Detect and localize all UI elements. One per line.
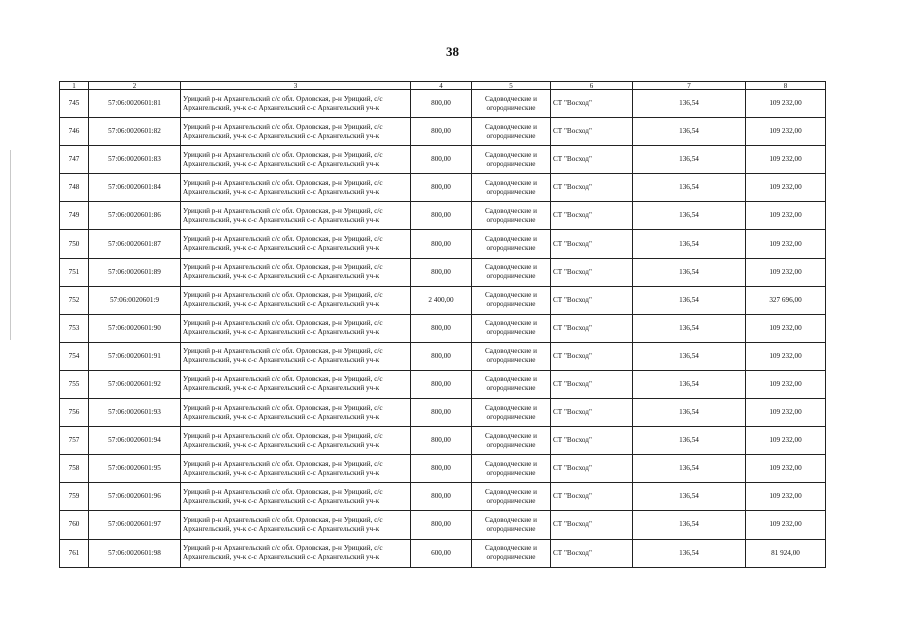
row-number: 751: [60, 258, 89, 286]
area-value: 600,00: [411, 539, 472, 567]
land-use-line: огороднические: [486, 440, 536, 449]
land-use-line: огороднические: [486, 244, 536, 253]
address-line: Архангельский, уч-к с-с Архангельский с-с Архангельский уч-к: [183, 103, 380, 112]
cadastral-cost-value: 109 232,00: [746, 455, 826, 483]
column-header: 8: [746, 82, 826, 90]
specific-cost-value: 136,54: [633, 174, 746, 202]
table-row: [60, 258, 826, 286]
cadastral-number: 57:06:0020601:9: [89, 286, 181, 314]
table-row: [60, 483, 826, 511]
row-number: 755: [60, 370, 89, 398]
organization-name: СТ "Восход": [551, 483, 633, 511]
table-row: [60, 286, 826, 314]
cadastral-number: 57:06:0020601:98: [89, 539, 181, 567]
area-value: 800,00: [411, 483, 472, 511]
cadastral-cost-value: 109 232,00: [746, 483, 826, 511]
land-use-line: Садоводческие и: [485, 347, 537, 356]
cadastral-cost-value: 109 232,00: [746, 118, 826, 146]
cadastral-number: 57:06:0020601:95: [89, 455, 181, 483]
address-cell: [181, 427, 411, 455]
table-row: [60, 174, 826, 202]
column-header: 5: [472, 82, 551, 90]
table-row: [60, 202, 826, 230]
specific-cost-value: 136,54: [633, 286, 746, 314]
table-row: [60, 146, 826, 174]
address-line: Архангельский, уч-к с-с Архангельский с-с Архангельский уч-к: [183, 300, 380, 309]
table-row: [60, 399, 826, 427]
specific-cost-value: 136,54: [633, 90, 746, 118]
area-value: 800,00: [411, 342, 472, 370]
land-use-line: Садоводческие и: [485, 544, 537, 553]
specific-cost-value: 136,54: [633, 146, 746, 174]
land-use-line: огороднические: [486, 412, 536, 421]
area-value: 800,00: [411, 90, 472, 118]
table-row: [60, 511, 826, 539]
area-value: 800,00: [411, 230, 472, 258]
cadastral-cost-value: 109 232,00: [746, 174, 826, 202]
land-use-cell: [472, 455, 551, 483]
land-use-cell: [472, 539, 551, 567]
land-use-line: огороднические: [486, 159, 536, 168]
address-line: Архангельский, уч-к с-с Архангельский с-с Архангельский уч-к: [183, 131, 380, 140]
land-use-line: Садоводческие и: [485, 122, 537, 131]
cadastral-number: 57:06:0020601:93: [89, 399, 181, 427]
address-line: Урицкий р-н Архангельский с/с обл. Орловская, р-н Урицкий, с/с: [183, 263, 383, 272]
address-line: Архангельский, уч-к с-с Архангельский с-с Архангельский уч-к: [183, 244, 380, 253]
cadastral-number: 57:06:0020601:87: [89, 230, 181, 258]
row-number: 752: [60, 286, 89, 314]
address-cell: [181, 174, 411, 202]
land-use-line: огороднические: [486, 468, 536, 477]
row-number: 750: [60, 230, 89, 258]
area-value: 800,00: [411, 118, 472, 146]
cadastral-cost-value: 109 232,00: [746, 202, 826, 230]
address-line: Урицкий р-н Архангельский с/с обл. Орловская, р-н Урицкий, с/с: [183, 94, 383, 103]
address-line: Урицкий р-н Архангельский с/с обл. Орловская, р-н Урицкий, с/с: [183, 515, 383, 524]
address-line: Урицкий р-н Архангельский с/с обл. Орловская, р-н Урицкий, с/с: [183, 206, 383, 215]
land-use-line: огороднические: [486, 524, 536, 533]
land-use-line: огороднические: [486, 300, 536, 309]
address-line: Архангельский, уч-к с-с Архангельский с-с Архангельский уч-к: [183, 159, 380, 168]
land-use-cell: [472, 202, 551, 230]
cadastral-number: 57:06:0020601:92: [89, 370, 181, 398]
cadastral-number: 57:06:0020601:94: [89, 427, 181, 455]
organization-name: СТ "Восход": [551, 314, 633, 342]
cadastral-cost-value: 109 232,00: [746, 230, 826, 258]
land-use-line: Садоводческие и: [485, 94, 537, 103]
cadastral-cost-value: 109 232,00: [746, 427, 826, 455]
row-number: 748: [60, 174, 89, 202]
cadastral-number: 57:06:0020601:91: [89, 342, 181, 370]
cadastral-cost-value: 109 232,00: [746, 90, 826, 118]
area-value: 800,00: [411, 258, 472, 286]
table-row: [60, 314, 826, 342]
cadastral-number: 57:06:0020601:86: [89, 202, 181, 230]
row-number: 757: [60, 427, 89, 455]
area-value: 2 400,00: [411, 286, 472, 314]
cadastral-number: 57:06:0020601:89: [89, 258, 181, 286]
scan-edge-mark: [10, 150, 11, 340]
area-value: 800,00: [411, 455, 472, 483]
cadastral-cost-value: 109 232,00: [746, 258, 826, 286]
address-line: Урицкий р-н Архангельский с/с обл. Орловская, р-н Урицкий, с/с: [183, 375, 383, 384]
land-use-cell: [472, 174, 551, 202]
page-number: 38: [446, 44, 459, 59]
row-number: 749: [60, 202, 89, 230]
row-number: 746: [60, 118, 89, 146]
area-value: 800,00: [411, 146, 472, 174]
address-cell: [181, 399, 411, 427]
land-use-line: огороднические: [486, 131, 536, 140]
specific-cost-value: 136,54: [633, 258, 746, 286]
table-row: [60, 118, 826, 146]
row-number: 745: [60, 90, 89, 118]
land-use-cell: [472, 427, 551, 455]
organization-name: СТ "Восход": [551, 118, 633, 146]
land-use-cell: [472, 342, 551, 370]
cadastral-cost-value: 109 232,00: [746, 370, 826, 398]
organization-name: СТ "Восход": [551, 511, 633, 539]
row-number: 753: [60, 314, 89, 342]
organization-name: СТ "Восход": [551, 230, 633, 258]
land-use-line: Садоводческие и: [485, 375, 537, 384]
column-header: 3: [181, 82, 411, 90]
specific-cost-value: 136,54: [633, 455, 746, 483]
address-cell: [181, 146, 411, 174]
specific-cost-value: 136,54: [633, 539, 746, 567]
land-use-line: Садоводческие и: [485, 206, 537, 215]
column-header: 7: [633, 82, 746, 90]
organization-name: СТ "Восход": [551, 286, 633, 314]
address-line: Урицкий р-н Архангельский с/с обл. Орловская, р-н Урицкий, с/с: [183, 403, 383, 412]
cadastral-cost-value: 327 696,00: [746, 286, 826, 314]
cadastral-number: 57:06:0020601:97: [89, 511, 181, 539]
land-plot-register-table: [59, 81, 826, 568]
address-cell: [181, 258, 411, 286]
address-line: Урицкий р-н Архангельский с/с обл. Орловская, р-н Урицкий, с/с: [183, 347, 383, 356]
land-use-line: огороднические: [486, 328, 536, 337]
cadastral-cost-value: 109 232,00: [746, 146, 826, 174]
land-use-line: огороднические: [486, 215, 536, 224]
organization-name: СТ "Восход": [551, 146, 633, 174]
address-line: Архангельский, уч-к с-с Архангельский с-с Архангельский уч-к: [183, 384, 380, 393]
address-cell: [181, 455, 411, 483]
cadastral-cost-value: 109 232,00: [746, 511, 826, 539]
row-number: 754: [60, 342, 89, 370]
address-line: Урицкий р-н Архангельский с/с обл. Орловская, р-н Урицкий, с/с: [183, 122, 383, 131]
land-use-line: огороднические: [486, 103, 536, 112]
cadastral-number: 57:06:0020601:90: [89, 314, 181, 342]
organization-name: СТ "Восход": [551, 90, 633, 118]
cadastral-number: 57:06:0020601:82: [89, 118, 181, 146]
column-header: 4: [411, 82, 472, 90]
specific-cost-value: 136,54: [633, 342, 746, 370]
address-cell: [181, 230, 411, 258]
specific-cost-value: 136,54: [633, 202, 746, 230]
land-use-cell: [472, 90, 551, 118]
cadastral-cost-value: 109 232,00: [746, 399, 826, 427]
address-cell: [181, 342, 411, 370]
organization-name: СТ "Восход": [551, 455, 633, 483]
organization-name: СТ "Восход": [551, 539, 633, 567]
land-use-cell: [472, 511, 551, 539]
address-line: Архангельский, уч-к с-с Архангельский с-с Архангельский уч-к: [183, 524, 380, 533]
address-cell: [181, 286, 411, 314]
table-row: [60, 427, 826, 455]
cadastral-number: 57:06:0020601:96: [89, 483, 181, 511]
address-line: Архангельский, уч-к с-с Архангельский с-с Архангельский уч-к: [183, 496, 380, 505]
area-value: 800,00: [411, 314, 472, 342]
address-line: Архангельский, уч-к с-с Архангельский с-с Архангельский уч-к: [183, 356, 380, 365]
address-line: Урицкий р-н Архангельский с/с обл. Орловская, р-н Урицкий, с/с: [183, 150, 383, 159]
address-line: Архангельский, уч-к с-с Архангельский с-с Архангельский уч-к: [183, 187, 380, 196]
address-line: Архангельский, уч-к с-с Архангельский с-с Архангельский уч-к: [183, 272, 380, 281]
area-value: 800,00: [411, 427, 472, 455]
specific-cost-value: 136,54: [633, 314, 746, 342]
address-line: Архангельский, уч-к с-с Архангельский с-с Архангельский уч-к: [183, 440, 380, 449]
land-use-line: Садоводческие и: [485, 291, 537, 300]
column-number-row: [60, 82, 826, 90]
land-use-line: огороднические: [486, 187, 536, 196]
land-use-cell: [472, 118, 551, 146]
land-use-line: огороднические: [486, 553, 536, 562]
area-value: 800,00: [411, 202, 472, 230]
table-row: [60, 539, 826, 567]
address-cell: [181, 511, 411, 539]
land-use-line: Садоводческие и: [485, 459, 537, 468]
address-line: Урицкий р-н Архангельский с/с обл. Орловская, р-н Урицкий, с/с: [183, 178, 383, 187]
address-line: Урицкий р-н Архангельский с/с обл. Орловская, р-н Урицкий, с/с: [183, 544, 383, 553]
register-body: [60, 90, 826, 568]
land-use-line: огороднические: [486, 496, 536, 505]
row-number: 760: [60, 511, 89, 539]
address-cell: [181, 483, 411, 511]
address-cell: [181, 90, 411, 118]
row-number: 756: [60, 399, 89, 427]
organization-name: СТ "Восход": [551, 258, 633, 286]
land-use-cell: [472, 370, 551, 398]
address-line: Урицкий р-н Архангельский с/с обл. Орловская, р-н Урицкий, с/с: [183, 487, 383, 496]
land-use-cell: [472, 146, 551, 174]
address-line: Архангельский, уч-к с-с Архангельский с-с Архангельский уч-к: [183, 215, 380, 224]
specific-cost-value: 136,54: [633, 427, 746, 455]
table-row: [60, 90, 826, 118]
table-row: [60, 455, 826, 483]
column-header: 2: [89, 82, 181, 90]
row-number: 761: [60, 539, 89, 567]
land-use-line: Садоводческие и: [485, 178, 537, 187]
land-use-cell: [472, 286, 551, 314]
organization-name: СТ "Восход": [551, 202, 633, 230]
area-value: 800,00: [411, 399, 472, 427]
address-cell: [181, 202, 411, 230]
area-value: 800,00: [411, 370, 472, 398]
specific-cost-value: 136,54: [633, 483, 746, 511]
specific-cost-value: 136,54: [633, 399, 746, 427]
column-header: 1: [60, 82, 89, 90]
specific-cost-value: 136,54: [633, 118, 746, 146]
organization-name: СТ "Восход": [551, 174, 633, 202]
address-cell: [181, 539, 411, 567]
area-value: 800,00: [411, 511, 472, 539]
specific-cost-value: 136,54: [633, 370, 746, 398]
land-use-cell: [472, 258, 551, 286]
address-cell: [181, 370, 411, 398]
table-row: [60, 342, 826, 370]
address-line: Урицкий р-н Архангельский с/с обл. Орловская, р-н Урицкий, с/с: [183, 235, 383, 244]
land-use-cell: [472, 314, 551, 342]
cadastral-number: 57:06:0020601:81: [89, 90, 181, 118]
land-use-line: Садоводческие и: [485, 150, 537, 159]
row-number: 747: [60, 146, 89, 174]
address-line: Архангельский, уч-к с-с Архангельский с-с Архангельский уч-к: [183, 468, 380, 477]
address-line: Архангельский, уч-к с-с Архангельский с-с Архангельский уч-к: [183, 553, 380, 562]
organization-name: СТ "Восход": [551, 427, 633, 455]
land-use-cell: [472, 483, 551, 511]
land-use-line: огороднические: [486, 384, 536, 393]
address-line: Урицкий р-н Архангельский с/с обл. Орловская, р-н Урицкий, с/с: [183, 431, 383, 440]
specific-cost-value: 136,54: [633, 511, 746, 539]
cadastral-cost-value: 109 232,00: [746, 342, 826, 370]
row-number: 758: [60, 455, 89, 483]
cadastral-cost-value: 109 232,00: [746, 314, 826, 342]
address-line: Архангельский, уч-к с-с Архангельский с-с Архангельский уч-к: [183, 328, 380, 337]
land-use-line: огороднические: [486, 356, 536, 365]
specific-cost-value: 136,54: [633, 230, 746, 258]
table-row: [60, 370, 826, 398]
address-line: Архангельский, уч-к с-с Архангельский с-с Архангельский уч-к: [183, 412, 380, 421]
row-number: 759: [60, 483, 89, 511]
land-use-line: Садоводческие и: [485, 403, 537, 412]
table-row: [60, 230, 826, 258]
land-use-cell: [472, 399, 551, 427]
address-line: Урицкий р-н Архангельский с/с обл. Орловская, р-н Урицкий, с/с: [183, 291, 383, 300]
area-value: 800,00: [411, 174, 472, 202]
address-cell: [181, 314, 411, 342]
land-use-line: огороднические: [486, 272, 536, 281]
column-header: 6: [551, 82, 633, 90]
land-use-line: Садоводческие и: [485, 487, 537, 496]
organization-name: СТ "Восход": [551, 370, 633, 398]
land-use-line: Садоводческие и: [485, 515, 537, 524]
cadastral-number: 57:06:0020601:83: [89, 146, 181, 174]
organization-name: СТ "Восход": [551, 342, 633, 370]
land-use-line: Садоводческие и: [485, 235, 537, 244]
address-cell: [181, 118, 411, 146]
cadastral-number: 57:06:0020601:84: [89, 174, 181, 202]
land-use-line: Садоводческие и: [485, 319, 537, 328]
organization-name: СТ "Восход": [551, 399, 633, 427]
land-use-cell: [472, 230, 551, 258]
cadastral-cost-value: 81 924,00: [746, 539, 826, 567]
address-line: Урицкий р-н Архангельский с/с обл. Орловская, р-н Урицкий, с/с: [183, 319, 383, 328]
land-use-line: Садоводческие и: [485, 263, 537, 272]
address-line: Урицкий р-н Архангельский с/с обл. Орловская, р-н Урицкий, с/с: [183, 459, 383, 468]
land-use-line: Садоводческие и: [485, 431, 537, 440]
